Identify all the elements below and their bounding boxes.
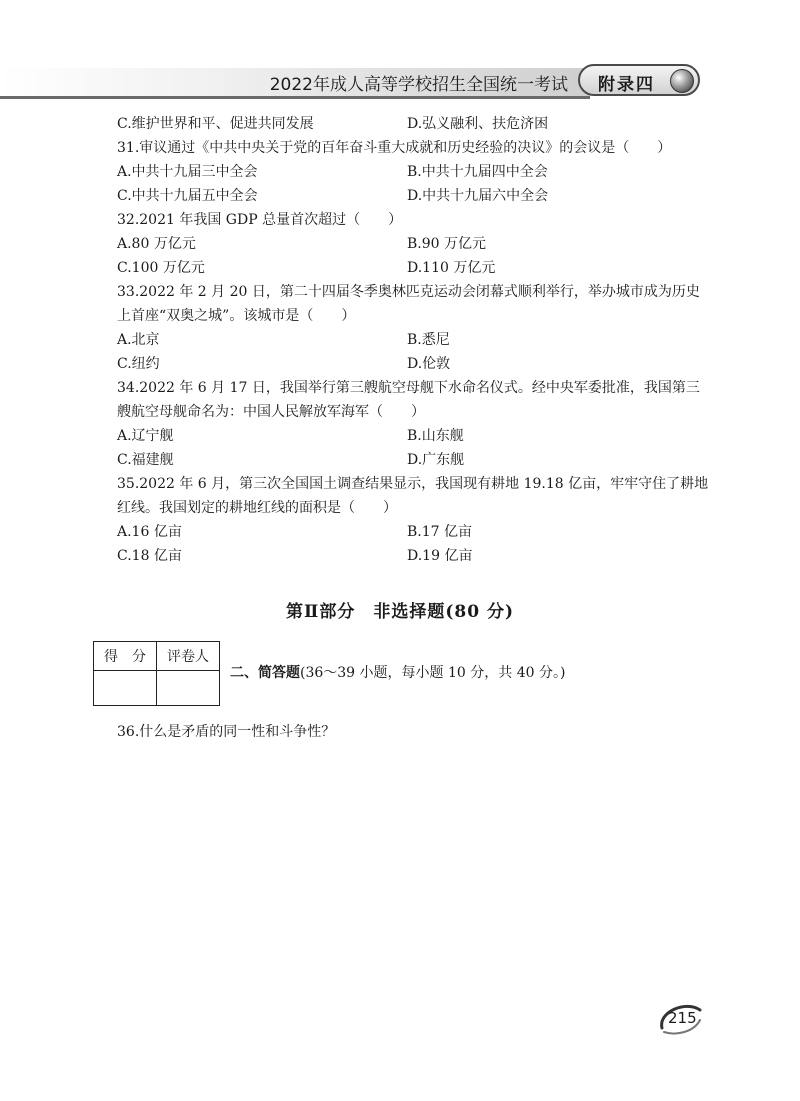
option-b: B.悉尼 [407, 332, 450, 348]
short-answer-note: (36～39 小题，每小题 10 分，共 40 分。) [300, 665, 566, 681]
option-a: A.辽宁舰 [117, 428, 174, 444]
appendix-tab [578, 64, 700, 96]
question-list [117, 112, 707, 568]
option-c: C.福建舰 [117, 452, 174, 468]
option-a: A.中共十九届三中全会 [117, 164, 258, 180]
option-row [117, 112, 707, 136]
option-b: B.17 亿亩 [407, 524, 473, 540]
question-stem: 34.2022 年 6 月 17 日，我国举行第三艘航空母舰下水命名仪式。经中央军委批准，我国第三 [117, 380, 700, 396]
option-row [117, 424, 707, 448]
option-row [117, 232, 707, 256]
section-title: 第Ⅱ部分 非选择题(80 分) [286, 602, 514, 622]
grader-cell [157, 671, 220, 706]
header-title: 2022年成人高等学校招生全国统一考试 [269, 75, 568, 95]
score-table [93, 641, 220, 706]
option-b: B.山东舰 [407, 428, 464, 444]
option-c: C.100 万亿元 [117, 260, 205, 276]
circle-bullet-icon [670, 69, 694, 93]
question-stem: 32.2021 年我国 GDP 总量首次超过（ ） [117, 212, 403, 228]
question-36: 36.什么是矛盾的同一性和斗争性？ [117, 724, 336, 740]
option-d: D.弘义融利、扶危济困 [407, 116, 549, 132]
option-d: D.伦敦 [407, 356, 451, 372]
question-stem: 33.2022 年 2 月 20 日，第二十四届冬季奥林匹克运动会闭幕式顺利举行，举办城市成为历史 [117, 284, 700, 300]
page-number-badge [656, 1002, 702, 1036]
option-d: D.中共十九届六中全会 [407, 188, 549, 204]
option-a: A.16 亿亩 [117, 524, 182, 540]
option-c: C.维护世界和平、促进共同发展 [117, 116, 314, 132]
option-a: A.80 万亿元 [117, 236, 196, 252]
question-stem: 35.2022 年 6 月，第三次全国国土调查结果显示，我国现有耕地 19.18 亿亩，牢牢守住了耕地 [117, 476, 709, 492]
option-a: A.北京 [117, 332, 160, 348]
option-row [117, 328, 707, 352]
page-number: 215 [668, 1009, 697, 1027]
option-row [117, 520, 707, 544]
appendix-tab-label: 附录四 [598, 75, 655, 95]
score-header: 得 分 [94, 642, 157, 671]
option-c: C.纽约 [117, 356, 160, 372]
option-row [117, 544, 707, 568]
option-row [117, 160, 707, 184]
score-cell [94, 671, 157, 706]
question-stem: 31.审议通过《中共中央关于党的百年奋斗重大成就和历史经验的决议》的会议是（ ） [117, 140, 672, 156]
question-stem-continued: 上首座“双奥之城”。该城市是（ ） [117, 308, 356, 324]
grader-header: 评卷人 [157, 642, 220, 671]
page-header [0, 62, 800, 102]
option-c: C.中共十九届五中全会 [117, 188, 258, 204]
option-d: D.110 万亿元 [407, 260, 496, 276]
option-row [117, 256, 707, 280]
question-stem-continued: 红线。我国划定的耕地红线的面积是（ ） [117, 500, 397, 516]
option-d: D.广东舰 [407, 452, 465, 468]
short-answer-heading [230, 662, 565, 682]
option-b: B.90 万亿元 [407, 236, 487, 252]
option-row [117, 448, 707, 472]
option-row [117, 184, 707, 208]
short-answer-title: 二、简答题 [230, 665, 300, 681]
option-c: C.18 亿亩 [117, 548, 182, 564]
option-d: D.19 亿亩 [407, 548, 473, 564]
option-row [117, 352, 707, 376]
question-stem-continued: 艘航空母舰命名为：中国人民解放军海军（ ） [117, 404, 425, 420]
option-b: B.中共十九届四中全会 [407, 164, 548, 180]
